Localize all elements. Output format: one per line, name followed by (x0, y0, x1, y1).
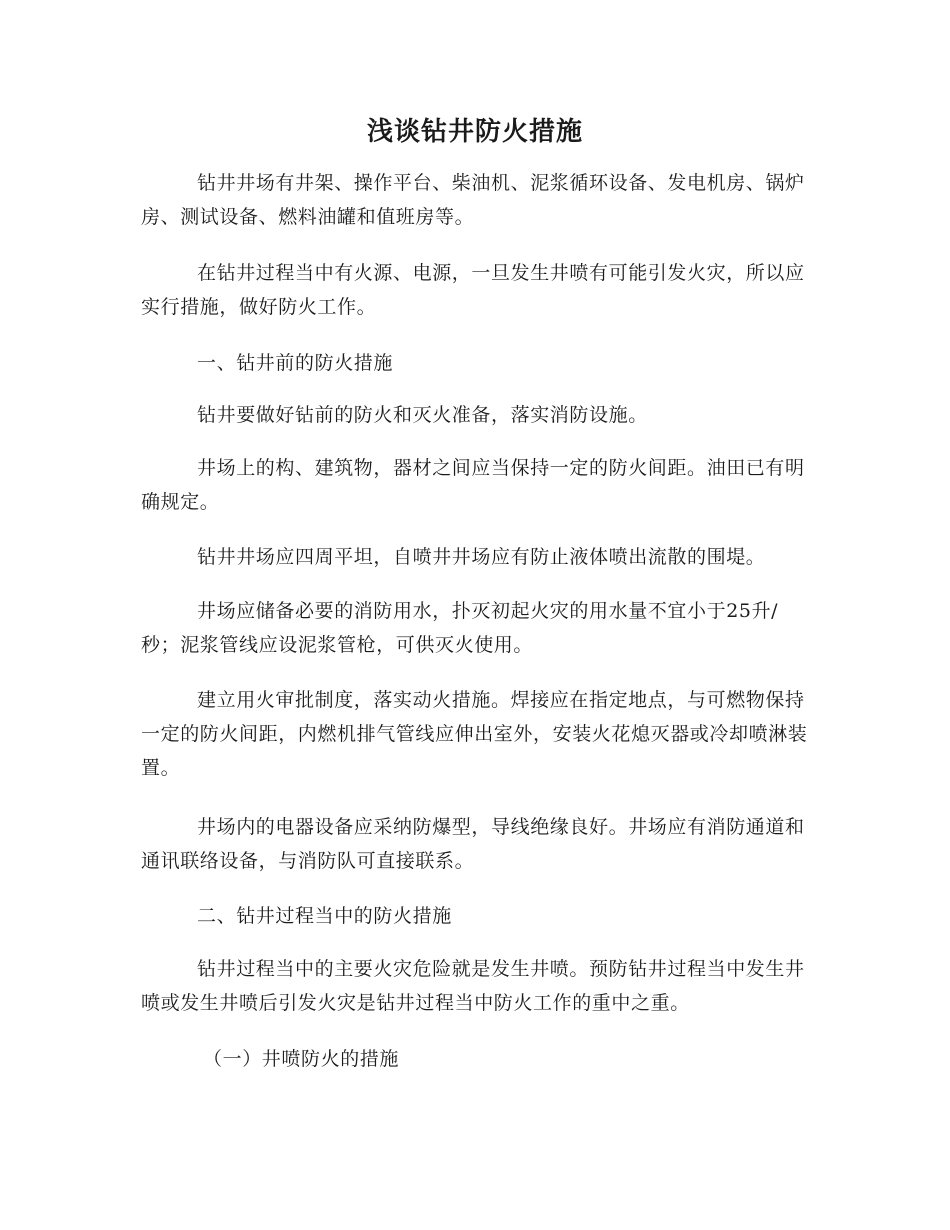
paragraph-blowout-risk: 钻井过程当中的主要火灾危险就是发生井喷。预防钻井过程当中发生井喷或发生井喷后引发火灾是钻井过程当中防火工作的重中之重。 (141, 958, 805, 1014)
paragraph-hot-work-approval: 建立用火审批制度，落实动火措施。焊接应在指定地点，与可燃物保持一定的防火间距，内燃机排气管线应伸出室外，安装火花熄灭器或冷却喷淋装置。 (141, 689, 808, 779)
section-heading-during-drilling: 二、钻井过程当中的防火措施 (197, 905, 452, 927)
paragraph-well-site-equipment: 钻井井场有井架、操作平台、柴油机、泥浆循环设备、发电机房、锅炉房、测试设备、燃料油罐和值班房等。 (141, 172, 805, 228)
subsection-heading-blowout-fire: （一）井喷防火的措施 (203, 1048, 400, 1070)
paragraph-fire-preparation: 钻井要做好钻前的防火和灭火准备，落实消防设施。 (197, 404, 648, 426)
paragraph-fire-water: 井场应储备必要的消防用水，扑灭初起火灾的用水量不宜小于25升/秒；泥浆管线应设泥浆管枪，可供灭火使用。 (141, 600, 779, 656)
paragraph-fire-spacing: 井场上的构、建筑物，器材之间应当保持一定的防火间距。油田已有明确规定。 (141, 457, 805, 513)
section-heading-pre-drilling: 一、钻井前的防火措施 (197, 352, 394, 374)
paragraph-electrical-equipment: 井场内的电器设备应采纳防爆型，导线绝缘良好。井场应有消防通道和通讯联络设备，与消防队可直接联系。 (141, 816, 805, 872)
document-title: 浅谈钻井防火措施 (366, 117, 583, 147)
paragraph-fire-risk-intro: 在钻井过程当中有火源、电源，一旦发生井喷有可能引发火灾，所以应实行措施，做好防火工作。 (141, 262, 805, 318)
paragraph-site-levelling: 钻井井场应四周平坦，自喷井井场应有防止液体喷出流散的围堤。 (197, 546, 766, 568)
